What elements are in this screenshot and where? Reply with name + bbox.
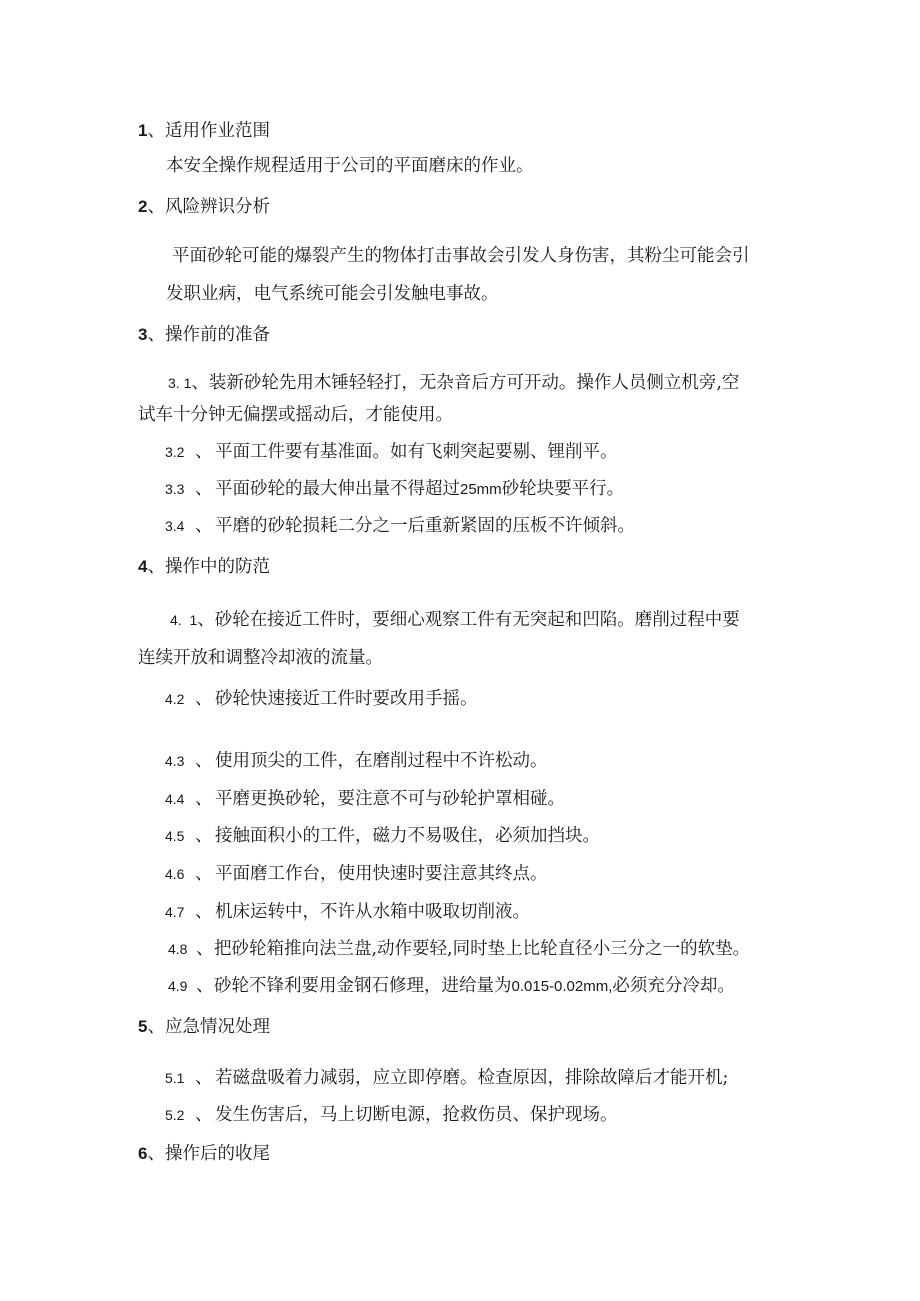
item-4-1-cont: 连续开放和调整冷却液的流量。: [138, 648, 383, 668]
item-4-3: 4.3 、 使用顶尖的工件，在磨削过程中不许松动。: [165, 751, 548, 771]
item-4-4: 4.4 、 平磨更换砂轮，要注意不可与砂轮护罩相碰。: [165, 789, 565, 809]
item-3-3: 3.3 、 平面砂轮的最大伸出量不得超过25mm砂轮块要平行。: [165, 479, 625, 499]
section-2-text-line-2: 发职业病，电气系统可能会引发触电事故。: [166, 284, 499, 304]
item-5-2: 5.2 、 发生伤害后，马上切断电源，抢救伤员、保护现场。: [165, 1105, 618, 1125]
item-4-2: 4.2 、 砂轮快速接近工件时要改用手摇。: [165, 689, 478, 709]
section-heading-5: 5、应急情况处理: [138, 1017, 270, 1037]
item-3-4: 3.4 、 平磨的砂轮损耗二分之一后重新紧固的压板不许倾斜。: [165, 516, 635, 536]
item-4-6: 4.6 、 平面磨工作台，使用快速时要注意其终点。: [165, 864, 548, 884]
section-heading-4: 4、操作中的防范: [138, 557, 270, 577]
item-4-1: 4. 1、砂轮在接近工件时，要细心观察工件有无突起和凹陷。磨削过程中要: [170, 610, 740, 630]
section-heading-3: 3、操作前的准备: [138, 325, 270, 345]
item-3-1: 3. 1、装新砂轮先用木锤轻轻打，无杂音后方可开动。操作人员侧立机旁,空: [168, 373, 740, 393]
section-heading-1: 1、适用作业范围: [138, 121, 270, 141]
section-heading-6: 6、操作后的收尾: [138, 1144, 270, 1164]
item-5-1: 5.1 、 若磁盘吸着力减弱，应立即停磨。检查原因，排除故障后才能开机;: [165, 1068, 729, 1088]
item-4-9: 4.9 、砂轮不锋利要用金钢石修理，进给量为0.015-0.02mm,必须充分冷却。: [168, 976, 735, 996]
section-heading-2: 2、风险辨识分析: [138, 197, 270, 217]
item-4-5: 4.5 、 接触面积小的工件，磁力不易吸住，必须加挡块。: [165, 826, 600, 846]
item-4-7: 4.7 、 机床运转中，不许从水箱中吸取切削液。: [165, 902, 530, 922]
item-3-2: 3.2 、 平面工件要有基准面。如有飞刺突起要剔、锂削平。: [165, 442, 618, 462]
section-1-text: 本安全操作规程适用于公司的平面磨床的作业。: [166, 156, 534, 176]
item-4-8: 4.8 、把砂轮箱推向法兰盘,动作要轻,同时垫上比轮直径小三分之一的软垫。: [168, 939, 751, 959]
item-3-1-cont: 试车十分钟无偏摆或摇动后，才能使用。: [138, 405, 453, 425]
section-2-text-line-1: 平面砂轮可能的爆裂产生的物体打击事故会引发人身伤害，其粉尘可能会引: [172, 246, 750, 266]
